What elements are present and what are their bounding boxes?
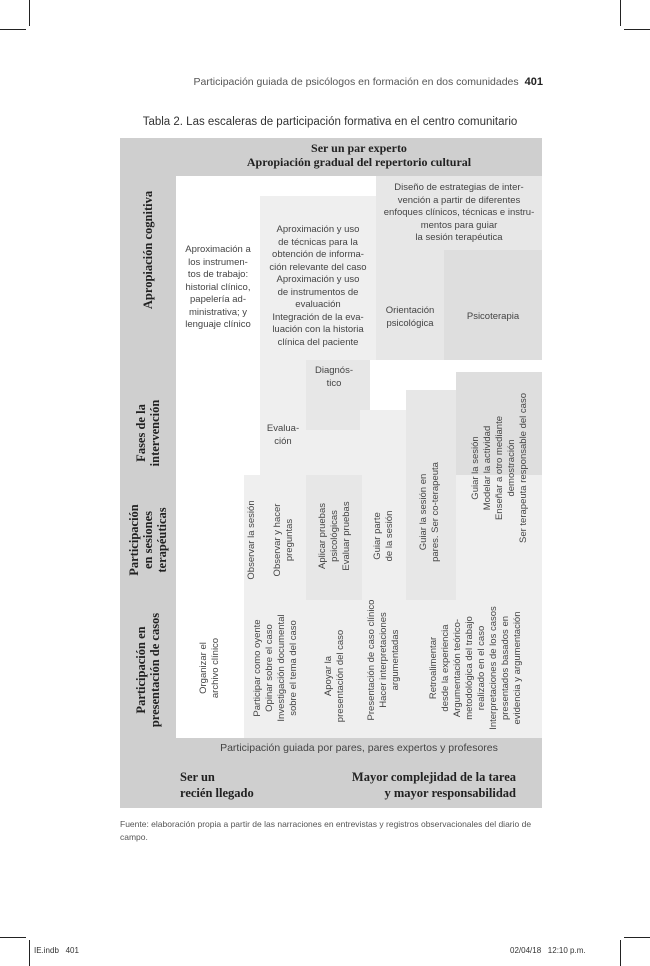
- table-source-note: Fuente: elaboración propia a partir de las narraciones en entrevistas y registros observacionales del diario de campo.: [120, 819, 532, 842]
- row-label-sesiones: [127, 504, 169, 576]
- apropiacion-cell-4: Psicoterapia: [466, 311, 520, 322]
- sesion-6: Guiar la sesión Modelar la actividad Enseñar a otro mediante demostración Ser terapeuta responsable del caso: [470, 393, 529, 543]
- crop-mark: [29, 0, 30, 26]
- apropiacion-cell-3: Orientación psicológica: [385, 305, 435, 329]
- crop-mark: [624, 29, 650, 30]
- sesion-2: Observar y hacer preguntas: [272, 503, 295, 577]
- caso-1: Organizar el archivo clínico: [198, 637, 221, 699]
- row-label-casos-line: Participación en: [134, 626, 148, 714]
- bottom-left-label: Ser un recién llegado: [180, 770, 254, 800]
- caso-4: Presentación de caso clínico Hacer interpretaciones argumentadas: [366, 599, 401, 721]
- page-number: 401: [524, 76, 543, 88]
- sesion-5: Guiar la sesión en pares. Ser co-terapeuta: [418, 462, 441, 562]
- apropiacion-cell-5: Diseño de estrategias de inter- vención a partir de diferentes enfoques clínicos, técnicas e instru- mentos para guiar la sesión terapéutica: [383, 182, 535, 243]
- crop-mark: [0, 937, 26, 938]
- bottom-participation: Participación guiada por pares, pares expertos y profesores: [220, 742, 498, 754]
- top-title-line2: Apropiación gradual del repertorio cultural: [246, 155, 472, 169]
- apropiacion-cell-2: Aproximación y uso de técnicas para la obtención de informa- ción relevante del caso Aproximación y uso de instrumentos de evaluación Integración de la eva- luación con la historia clínica del paciente: [269, 224, 367, 348]
- imprint-file: IE.indb 401: [34, 946, 79, 955]
- section-bg: [176, 475, 244, 600]
- crop-mark: [620, 0, 621, 26]
- row-label-sesiones-line: Participación: [127, 504, 141, 576]
- caso-2: Participar como oyente Opinar sobre el caso Investigación documental sobre el tema del caso: [252, 614, 299, 722]
- crop-mark: [620, 940, 621, 966]
- running-title: Participación guiada de psicólogos en formación en dos comunidades: [193, 76, 519, 88]
- row-label-sesiones-line: en sesiones: [141, 511, 155, 570]
- caso-5: Retroalimentar desde la experiencia Argumentación teórico- metodológica del trabajo realizado en el caso Interpretaciones de los casos presentados basados en evidencia y argumentación: [428, 606, 523, 730]
- row-label-fases-line: Fases de la: [134, 404, 148, 462]
- crop-mark: [0, 29, 26, 30]
- apropiacion-cell-1: Aproximación a los instrumen- tos de trabajo: historial clínico, papelería ad- ministrativa; y lenguaje clínico: [185, 244, 251, 330]
- row-label-sesiones-line: terapéuticas: [155, 507, 169, 573]
- bottom-right-label: Mayor complejidad de la tarea y mayor responsabilidad: [351, 770, 516, 800]
- sesion-3: Aplicar pruebas psicológicas Evaluar pruebas: [317, 501, 352, 571]
- crop-mark: [29, 940, 30, 966]
- caso-3: Apoyar la presentación del caso: [323, 629, 346, 723]
- crop-mark: [624, 937, 650, 938]
- fase-diagnostico: Diagnós- tico: [314, 365, 354, 389]
- sesion-1: Observar la sesión: [246, 500, 257, 580]
- row-label-fases-line: intervención: [148, 399, 162, 467]
- stair-step: [444, 250, 542, 360]
- running-header: [150, 76, 543, 88]
- fase-evaluacion: Evalua- ción: [266, 423, 300, 447]
- table-top-title: [176, 141, 542, 169]
- table-caption: Tabla 2. Las escaleras de participación formativa en el centro comunitario: [142, 116, 518, 128]
- row-label-casos-line: presentación de casos: [148, 612, 162, 728]
- row-label-apropiacion: Apropiación cognitiva: [141, 190, 155, 310]
- row-label-casos: [134, 613, 162, 727]
- imprint-date: 02/04/18 12:10 p.m.: [510, 946, 586, 955]
- row-label-fases: [134, 400, 162, 467]
- sesion-4: Guiar parte de la sesión: [372, 510, 395, 562]
- top-title-line1: Ser un par experto: [311, 141, 407, 155]
